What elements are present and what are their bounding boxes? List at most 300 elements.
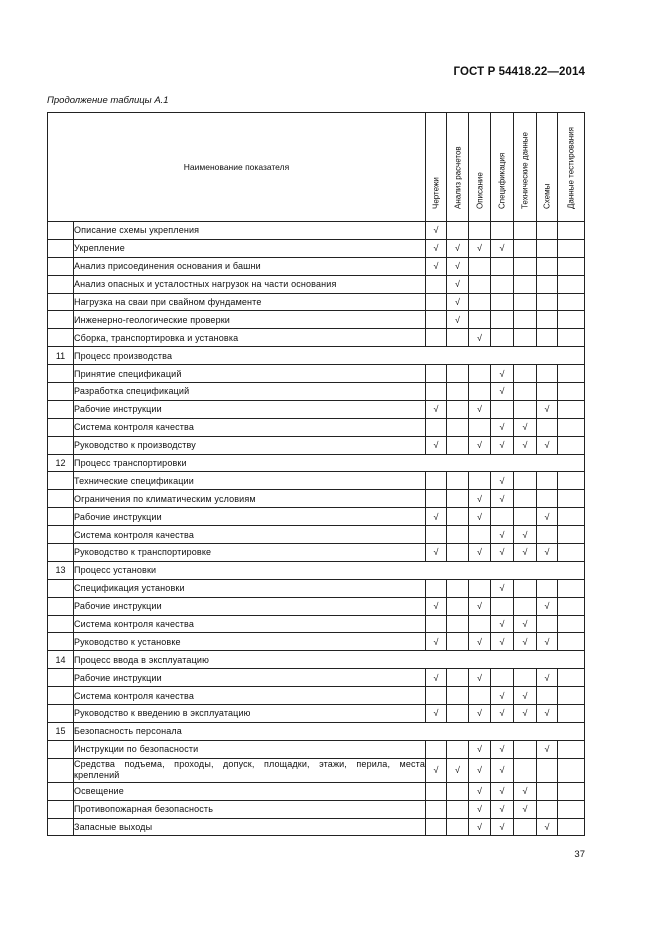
- check-mark-icon: √: [544, 511, 550, 522]
- check-cell: [469, 293, 491, 311]
- document-standard-number: ГОСТ Р 54418.22—2014: [453, 66, 585, 78]
- check-mark-icon: √: [499, 744, 505, 755]
- indicator-name: Рабочие инструкции: [74, 597, 426, 615]
- check-cell: [558, 239, 585, 257]
- check-cell: [514, 633, 537, 651]
- check-cell: [491, 818, 514, 836]
- check-mark-icon: √: [433, 261, 439, 272]
- check-mark-icon: √: [522, 440, 528, 451]
- check-cell: [537, 365, 558, 383]
- table-row: [48, 239, 585, 257]
- check-cell: [469, 818, 491, 836]
- check-cell: [558, 705, 585, 723]
- check-cell: [537, 758, 558, 782]
- check-cell: [469, 544, 491, 562]
- check-cell: [447, 365, 469, 383]
- check-cell: [514, 239, 537, 257]
- check-cell: [558, 257, 585, 275]
- check-cell: [426, 526, 447, 544]
- check-cell: [514, 579, 537, 597]
- section-number: 12: [48, 454, 74, 472]
- column-header-technical-data: [514, 113, 537, 222]
- check-cell: [447, 740, 469, 758]
- row-number-cell: [48, 257, 74, 275]
- check-cell: [491, 239, 514, 257]
- check-mark-icon: √: [477, 547, 482, 558]
- check-mark-icon: √: [433, 404, 439, 415]
- check-cell: [514, 436, 537, 454]
- check-mark-icon: √: [477, 636, 482, 647]
- check-cell: [558, 329, 585, 347]
- check-mark-icon: √: [477, 672, 482, 683]
- check-cell: [491, 758, 514, 782]
- check-cell: [514, 669, 537, 687]
- row-number-cell: [48, 758, 74, 782]
- section-title: Процесс транспортировки: [74, 454, 585, 472]
- check-cell: [558, 758, 585, 782]
- check-mark-icon: √: [499, 765, 505, 776]
- indicator-name: Система контроля качества: [74, 615, 426, 633]
- column-header-calc-analysis: [447, 113, 469, 222]
- check-cell: [514, 418, 537, 436]
- table-row: [48, 800, 585, 818]
- check-cell: [514, 782, 537, 800]
- check-cell: [514, 508, 537, 526]
- check-cell: [447, 257, 469, 275]
- column-header-test-data: [558, 113, 585, 222]
- check-cell: [491, 800, 514, 818]
- row-number-cell: [48, 472, 74, 490]
- indicator-name: Средства подъема, проходы, допуск, площадки, этажи, перила, места креплений: [74, 759, 425, 781]
- check-cell: [491, 633, 514, 651]
- name-column-header: Наименование показателя: [48, 113, 426, 222]
- check-mark-icon: √: [499, 529, 505, 540]
- table-row: [48, 526, 585, 544]
- section-number: 11: [48, 347, 74, 365]
- check-mark-icon: √: [455, 261, 460, 272]
- check-cell: [491, 544, 514, 562]
- check-cell: [558, 526, 585, 544]
- check-cell: [537, 311, 558, 329]
- table-row: [48, 365, 585, 383]
- check-cell: [537, 782, 558, 800]
- check-mark-icon: √: [433, 636, 439, 647]
- check-cell: [514, 257, 537, 275]
- table-row: [48, 758, 585, 782]
- check-cell: [491, 526, 514, 544]
- check-mark-icon: √: [477, 821, 482, 832]
- check-cell: [514, 383, 537, 401]
- row-number-cell: [48, 436, 74, 454]
- check-cell: [447, 579, 469, 597]
- table-body: [48, 222, 585, 836]
- check-mark-icon: √: [477, 786, 482, 797]
- check-mark-icon: √: [455, 243, 460, 254]
- check-cell: [514, 400, 537, 418]
- check-cell: [491, 275, 514, 293]
- table-row: [48, 329, 585, 347]
- indicator-name: Освещение: [74, 782, 426, 800]
- row-number-cell: [48, 293, 74, 311]
- section-row: [48, 651, 585, 669]
- check-cell: [514, 597, 537, 615]
- table-row: [48, 633, 585, 651]
- check-mark-icon: √: [499, 440, 505, 451]
- check-mark-icon: √: [544, 636, 550, 647]
- check-mark-icon: √: [477, 744, 482, 755]
- check-cell: [537, 418, 558, 436]
- check-cell: [469, 508, 491, 526]
- row-number-cell: [48, 526, 74, 544]
- check-cell: [426, 758, 447, 782]
- check-cell: [537, 544, 558, 562]
- check-cell: [491, 669, 514, 687]
- check-cell: [558, 800, 585, 818]
- indicator-name: Инструкции по безопасности: [74, 740, 426, 758]
- check-cell: [537, 597, 558, 615]
- check-cell: [447, 508, 469, 526]
- table-row: [48, 311, 585, 329]
- check-cell: [426, 365, 447, 383]
- indicator-name: Рабочие инструкции: [74, 669, 426, 687]
- check-cell: [537, 222, 558, 240]
- check-cell: [514, 758, 537, 782]
- check-cell: [426, 615, 447, 633]
- check-cell: [469, 800, 491, 818]
- check-cell: [469, 597, 491, 615]
- table-row: [48, 293, 585, 311]
- table-caption: Продолжение таблицы А.1: [47, 95, 169, 106]
- row-number-cell: [48, 222, 74, 240]
- check-cell: [469, 239, 491, 257]
- check-cell: [469, 687, 491, 705]
- check-cell: [558, 418, 585, 436]
- check-cell: [426, 633, 447, 651]
- row-number-cell: [48, 275, 74, 293]
- check-cell: [447, 418, 469, 436]
- check-cell: [469, 490, 491, 508]
- row-number-cell: [48, 490, 74, 508]
- row-number-cell: [48, 508, 74, 526]
- table-row: [48, 740, 585, 758]
- check-cell: [537, 383, 558, 401]
- check-cell: [537, 436, 558, 454]
- section-row: [48, 561, 585, 579]
- check-cell: [537, 818, 558, 836]
- indicator-name: Укрепление: [74, 239, 426, 257]
- check-cell: [469, 418, 491, 436]
- check-cell: [426, 311, 447, 329]
- check-cell: [447, 293, 469, 311]
- check-cell: [537, 400, 558, 418]
- check-cell: [447, 311, 469, 329]
- row-number-cell: [48, 687, 74, 705]
- check-cell: [426, 418, 447, 436]
- row-number-cell: [48, 633, 74, 651]
- section-title: Процесс ввода в эксплуатацию: [74, 651, 585, 669]
- check-cell: [491, 740, 514, 758]
- check-cell: [447, 615, 469, 633]
- check-cell: [447, 633, 469, 651]
- check-mark-icon: √: [433, 243, 439, 254]
- table-row: [48, 687, 585, 705]
- row-number-cell: [48, 365, 74, 383]
- check-cell: [537, 490, 558, 508]
- check-mark-icon: √: [499, 786, 505, 797]
- column-header-label: Технические данные: [520, 131, 530, 209]
- table-row: [48, 275, 585, 293]
- check-mark-icon: √: [433, 672, 439, 683]
- check-cell: [447, 597, 469, 615]
- check-cell: [514, 615, 537, 633]
- check-cell: [469, 579, 491, 597]
- indicator-name: Руководство к производству: [74, 436, 426, 454]
- check-mark-icon: √: [544, 440, 550, 451]
- check-cell: [447, 383, 469, 401]
- check-cell: [491, 329, 514, 347]
- check-cell: [514, 311, 537, 329]
- indicator-name: Нагрузка на сваи при свайном фундаменте: [74, 293, 426, 311]
- check-cell: [537, 615, 558, 633]
- check-mark-icon: √: [477, 511, 482, 522]
- section-title: Процесс установки: [74, 561, 585, 579]
- check-cell: [447, 222, 469, 240]
- check-cell: [537, 740, 558, 758]
- section-title: Безопасность персонала: [74, 722, 585, 740]
- indicator-name: Анализ присоединения основания и башни: [74, 257, 426, 275]
- check-cell: [514, 490, 537, 508]
- check-mark-icon: √: [522, 422, 528, 433]
- check-mark-icon: √: [499, 821, 505, 832]
- check-cell: [469, 275, 491, 293]
- row-number-cell: [48, 800, 74, 818]
- check-cell: [469, 758, 491, 782]
- indicator-name: Система контроля качества: [74, 418, 426, 436]
- check-cell: [558, 472, 585, 490]
- check-mark-icon: √: [522, 690, 528, 701]
- indicator-name: Система контроля качества: [74, 687, 426, 705]
- column-header-label: Анализ расчетов: [453, 146, 462, 209]
- check-cell: [558, 400, 585, 418]
- check-cell: [491, 472, 514, 490]
- row-number-cell: [48, 418, 74, 436]
- row-number-cell: [48, 239, 74, 257]
- indicator-name: Описание схемы укрепления: [74, 222, 426, 240]
- check-cell: [447, 687, 469, 705]
- row-number-cell: [48, 782, 74, 800]
- check-mark-icon: √: [499, 243, 505, 254]
- check-cell: [447, 490, 469, 508]
- column-header-specification: [491, 113, 514, 222]
- check-mark-icon: √: [433, 601, 439, 612]
- table-row: [48, 490, 585, 508]
- check-cell: [447, 782, 469, 800]
- check-cell: [537, 800, 558, 818]
- check-mark-icon: √: [433, 440, 439, 451]
- check-mark-icon: √: [477, 765, 482, 776]
- check-mark-icon: √: [499, 619, 505, 630]
- check-cell: [558, 740, 585, 758]
- check-cell: [537, 275, 558, 293]
- table-row: [48, 400, 585, 418]
- check-cell: [558, 615, 585, 633]
- section-title: Процесс производства: [74, 347, 585, 365]
- check-mark-icon: √: [477, 708, 482, 719]
- check-cell: [537, 329, 558, 347]
- check-cell: [558, 597, 585, 615]
- column-header-label: Описание: [475, 172, 484, 209]
- check-cell: [558, 311, 585, 329]
- check-cell: [426, 687, 447, 705]
- check-cell: [491, 508, 514, 526]
- indicator-name: Рабочие инструкции: [74, 508, 426, 526]
- check-cell: [558, 818, 585, 836]
- check-cell: [426, 740, 447, 758]
- check-mark-icon: √: [522, 786, 528, 797]
- check-mark-icon: √: [499, 475, 505, 486]
- check-mark-icon: √: [544, 547, 550, 558]
- check-cell: [447, 472, 469, 490]
- check-cell: [558, 490, 585, 508]
- check-cell: [469, 257, 491, 275]
- check-cell: [426, 275, 447, 293]
- check-mark-icon: √: [477, 601, 482, 612]
- check-cell: [558, 579, 585, 597]
- check-cell: [491, 383, 514, 401]
- check-mark-icon: √: [477, 404, 482, 415]
- check-cell: [469, 400, 491, 418]
- column-header-schemes: [537, 113, 558, 222]
- indicator-name: Анализ опасных и усталостных нагрузок на части основания: [74, 275, 426, 293]
- check-mark-icon: √: [499, 804, 505, 815]
- check-mark-icon: √: [522, 804, 528, 815]
- check-cell: [469, 311, 491, 329]
- check-cell: [447, 526, 469, 544]
- check-cell: [447, 818, 469, 836]
- table-row: [48, 508, 585, 526]
- check-cell: [469, 615, 491, 633]
- check-cell: [447, 800, 469, 818]
- check-cell: [426, 818, 447, 836]
- check-cell: [558, 669, 585, 687]
- check-mark-icon: √: [433, 547, 439, 558]
- column-header-label: Чертежи: [431, 177, 441, 209]
- check-cell: [469, 669, 491, 687]
- row-number-cell: [48, 544, 74, 562]
- section-row: [48, 454, 585, 472]
- check-cell: [469, 383, 491, 401]
- check-cell: [426, 436, 447, 454]
- check-cell: [537, 293, 558, 311]
- check-cell: [469, 436, 491, 454]
- column-header-label: Спецификация: [497, 152, 507, 209]
- indicator-name: Инженерно-геологические проверки: [74, 311, 426, 329]
- check-cell: [447, 329, 469, 347]
- check-cell: [426, 508, 447, 526]
- table-row: [48, 669, 585, 687]
- indicator-name: Руководство к установке: [74, 633, 426, 651]
- indicators-table: [47, 112, 585, 836]
- check-cell: [491, 490, 514, 508]
- check-cell: [426, 400, 447, 418]
- check-mark-icon: √: [544, 708, 550, 719]
- indicator-name: Сборка, транспортировка и установка: [74, 329, 426, 347]
- check-cell: [491, 615, 514, 633]
- check-cell: [447, 436, 469, 454]
- check-mark-icon: √: [544, 404, 550, 415]
- row-number-cell: [48, 311, 74, 329]
- check-cell: [491, 222, 514, 240]
- check-cell: [491, 293, 514, 311]
- check-cell: [426, 329, 447, 347]
- check-cell: [469, 633, 491, 651]
- check-cell: [514, 740, 537, 758]
- check-mark-icon: √: [522, 708, 528, 719]
- check-cell: [426, 597, 447, 615]
- check-mark-icon: √: [522, 529, 528, 540]
- section-number: 14: [48, 651, 74, 669]
- check-mark-icon: √: [544, 672, 550, 683]
- check-cell: [426, 257, 447, 275]
- check-cell: [469, 526, 491, 544]
- check-cell: [447, 758, 469, 782]
- section-number: 13: [48, 561, 74, 579]
- check-mark-icon: √: [522, 547, 528, 558]
- check-cell: [537, 705, 558, 723]
- check-cell: [537, 633, 558, 651]
- check-mark-icon: √: [544, 821, 550, 832]
- check-cell: [426, 782, 447, 800]
- column-header-label: Схемы: [542, 183, 552, 209]
- check-cell: [558, 383, 585, 401]
- check-cell: [491, 705, 514, 723]
- check-cell: [426, 293, 447, 311]
- section-row: [48, 722, 585, 740]
- check-mark-icon: √: [522, 636, 528, 647]
- section-number: 15: [48, 722, 74, 740]
- check-cell: [491, 436, 514, 454]
- check-mark-icon: √: [433, 511, 439, 522]
- indicator-name: Рабочие инструкции: [74, 400, 426, 418]
- check-cell: [447, 705, 469, 723]
- check-cell: [514, 365, 537, 383]
- check-cell: [491, 257, 514, 275]
- check-cell: [537, 526, 558, 544]
- table-row: [48, 615, 585, 633]
- section-row: [48, 347, 585, 365]
- indicator-name: Запасные выходы: [74, 818, 426, 836]
- row-number-cell: [48, 740, 74, 758]
- indicator-name: Спецификация установки: [74, 579, 426, 597]
- row-number-cell: [48, 669, 74, 687]
- check-cell: [558, 222, 585, 240]
- check-cell: [558, 782, 585, 800]
- check-cell: [426, 472, 447, 490]
- table-row: [48, 222, 585, 240]
- check-mark-icon: √: [499, 547, 505, 558]
- check-mark-icon: √: [499, 386, 505, 397]
- table-row: [48, 436, 585, 454]
- check-mark-icon: √: [499, 708, 505, 719]
- check-cell: [469, 222, 491, 240]
- check-mark-icon: √: [499, 583, 505, 594]
- check-cell: [491, 418, 514, 436]
- column-header-drawings: [426, 113, 447, 222]
- check-cell: [537, 508, 558, 526]
- check-cell: [558, 633, 585, 651]
- check-cell: [426, 383, 447, 401]
- check-mark-icon: √: [433, 225, 439, 236]
